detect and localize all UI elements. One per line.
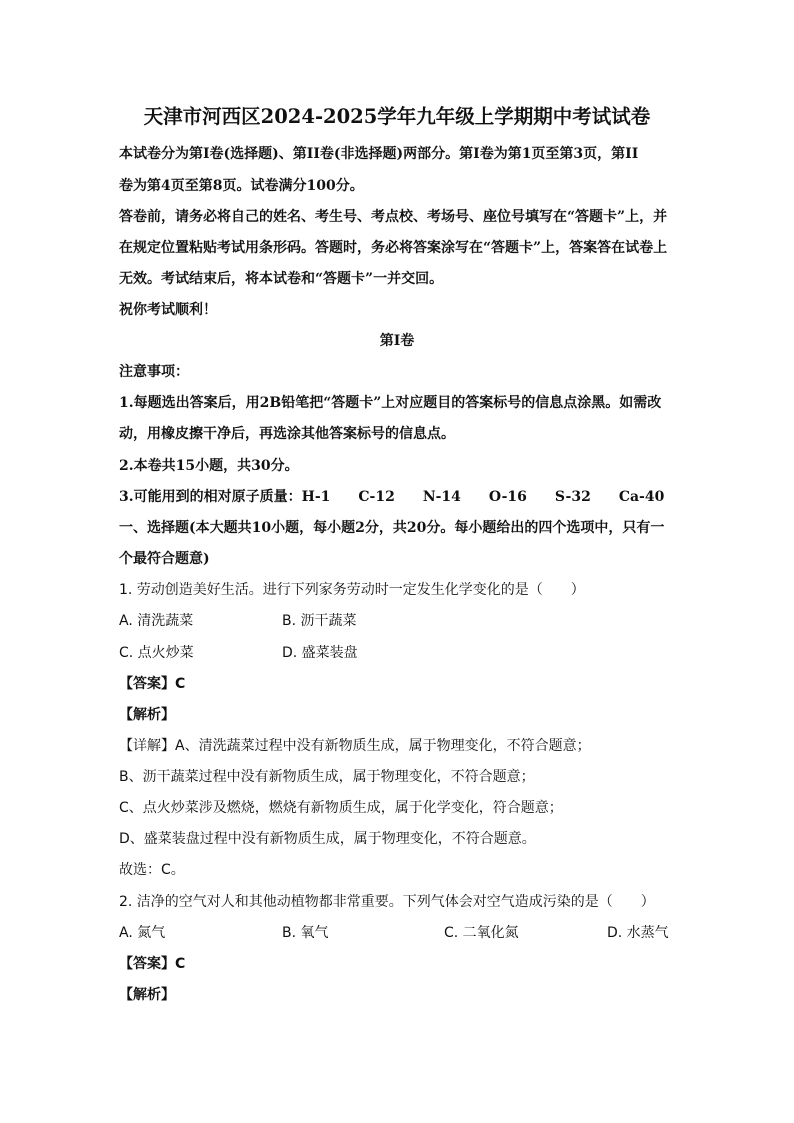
note-line: 动，用橡皮擦干净后，再选涂其他答案标号的信息点。 <box>119 426 455 442</box>
intro-line: 无效。考试结束后，将本试卷和“答题卡”一并交回。 <box>119 271 444 287</box>
question-1-stem: 1. 劳动创造美好生活。进行下列家务劳动时一定发生化学变化的是（ ） <box>119 582 585 598</box>
note-line: 3.可能用到的相对原子质量：H-1 C-12 N-14 O-16 S-32 Ca-40 <box>119 489 665 505</box>
question-1-option-a: A. 清洗蔬菜 <box>119 613 194 629</box>
part-heading: 一、选择题(本大题共10小题，每小题2分，共20分。每小题给出的四个选项中，只有一 <box>119 520 665 536</box>
page-title: 天津市河西区2024-2025学年九年级上学期期中考试试卷 <box>143 105 651 128</box>
question-1-conclusion: 故选：C。 <box>119 862 185 878</box>
question-2-option-d: D. 水蒸气 <box>607 925 669 941</box>
question-2-answer: 【答案】C <box>119 956 186 972</box>
note-line: 1.每题选出答案后，用2B铅笔把“答题卡”上对应题目的答案标号的信息点涂黑。如需改 <box>119 395 662 411</box>
question-2-option-b: B. 氧气 <box>282 925 329 941</box>
intro-line: 在规定位置粘贴考试用条形码。答题时，务必将答案涂写在“答题卡”上，答案答在试卷上 <box>119 240 668 256</box>
question-1-option-c: C. 点火炒菜 <box>119 645 194 661</box>
notes-heading: 注意事项： <box>119 364 189 380</box>
question-1-analysis: 【解析】 <box>119 707 175 723</box>
question-1-detail: D、盛菜装盘过程中没有新物质生成，属于物理变化，不符合题意。 <box>119 831 536 847</box>
part-heading: 个最符合题意) <box>119 551 210 567</box>
note-line: 2.本卷共15小题，共30分。 <box>119 458 299 474</box>
section-title: 第I卷 <box>379 333 415 349</box>
question-1-option-b: B. 沥干蔬菜 <box>282 613 357 629</box>
question-1-answer: 【答案】C <box>119 676 186 692</box>
question-1-detail: 【详解】A、清洗蔬菜过程中没有新物质生成，属于物理变化，不符合题意； <box>119 738 591 754</box>
intro-line: 卷为第4页至第8页。试卷满分100分。 <box>119 178 364 194</box>
question-1-detail: B、沥干蔬菜过程中没有新物质生成，属于物理变化，不符合题意； <box>119 769 535 785</box>
question-1-detail: C、点火炒菜涉及燃烧，燃烧有新物质生成，属于化学变化，符合题意； <box>119 800 563 816</box>
question-2-stem: 2. 洁净的空气对人和其他动植物都非常重要。下列气体会对空气造成污染的是（ ） <box>119 894 655 910</box>
intro-line: 答卷前，请务必将自己的姓名、考生号、考点校、考场号、座位号填写在“答题卡”上，并 <box>119 209 668 225</box>
question-1-option-d: D. 盛菜装盘 <box>282 645 358 661</box>
question-2-option-a: A. 氮气 <box>119 925 166 941</box>
intro-line: 本试卷分为第I卷(选择题)、第II卷(非选择题)两部分。第I卷为第1页至第3页，第II <box>119 146 639 162</box>
question-2-analysis: 【解析】 <box>119 987 175 1003</box>
question-2-option-c: C. 二氧化氮 <box>444 925 519 941</box>
intro-line: 祝你考试顺利！ <box>119 302 217 318</box>
